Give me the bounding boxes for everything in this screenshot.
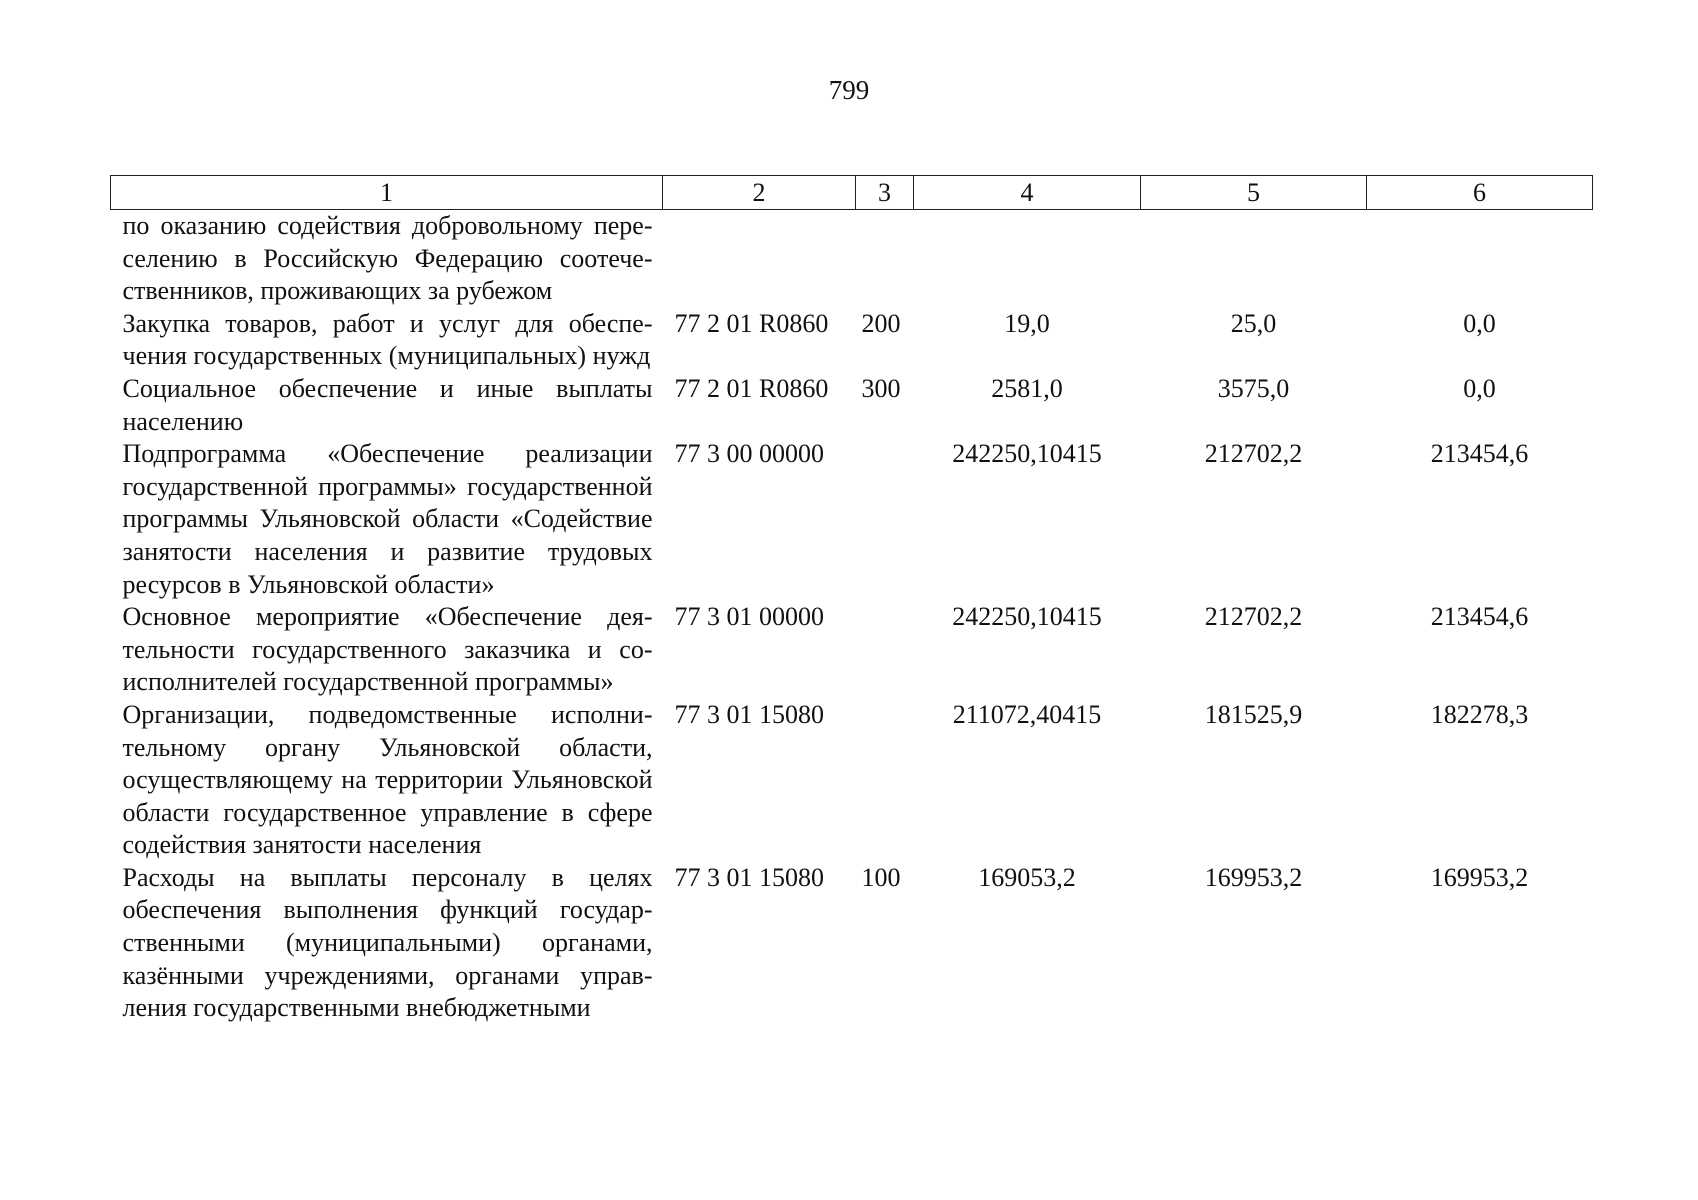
row-value-col6: 0,0 (1463, 373, 1496, 403)
row-value-col4: 242250,10415 (952, 602, 1102, 632)
page-number: 799 (828, 75, 870, 105)
row-expense-type (856, 210, 914, 308)
row-code: 77 3 00 00000 (674, 439, 824, 469)
row-code (663, 210, 856, 308)
row-value-col5: 25,0 (1230, 308, 1277, 338)
row-expense-type: 200 (861, 308, 901, 338)
row-value-col5 (1141, 210, 1367, 308)
row-value-col5: 3575,0 (1217, 373, 1290, 403)
row-value-col4: 242250,10415 (952, 439, 1102, 469)
row-name: Закупка товаров, работ и услуг для обеспечения государственных (муниципальных) нужд (122, 308, 653, 371)
table-row (111, 438, 1593, 601)
row-name: Расходы на выплаты персоналу в целях обеспечения выполнения функций государственными (муниципальными) органами, казёнными учреждениями, органами управления государственными внебюджетными (122, 862, 653, 1023)
column-header-5: 5 (1141, 176, 1367, 210)
row-value-col4 (914, 210, 1141, 308)
table-body (111, 210, 1593, 1025)
row-value-col4: 19,0 (1004, 308, 1050, 338)
row-value-col5: 181525,9 (1204, 699, 1303, 729)
row-expense-type: 300 (861, 373, 901, 403)
row-value-col4: 211072,40415 (952, 699, 1102, 729)
row-expense-type (856, 438, 914, 601)
table-row (111, 862, 1593, 1025)
row-name: Основное мероприятие «Обеспечение деятельности государственного заказчика и соисполнителей государственной программы» (122, 602, 653, 697)
column-header-6: 6 (1367, 176, 1593, 210)
row-value-col5: 212702,2 (1204, 439, 1303, 469)
row-value-col6: 169953,2 (1430, 862, 1529, 892)
row-value-col4: 169053,2 (978, 862, 1076, 892)
row-code: 77 3 01 00000 (674, 602, 824, 632)
row-value-col5: 212702,2 (1204, 602, 1303, 632)
column-header-1: 1 (111, 176, 663, 210)
row-value-col6: 213454,6 (1430, 439, 1529, 469)
row-value-col6 (1367, 210, 1593, 308)
row-value-col6: 0,0 (1463, 308, 1496, 338)
column-header-3: 3 (856, 176, 914, 210)
row-value-col5: 169953,2 (1204, 862, 1303, 892)
budget-table (110, 175, 1593, 1025)
row-code: 77 2 01 R0860 (674, 308, 829, 338)
table-row (111, 699, 1593, 862)
row-expense-type (856, 601, 914, 699)
row-expense-type: 100 (861, 862, 901, 892)
row-name: по оказанию содействия добровольному переселению в Российскую Федерацию соотечественников, проживающих за рубежом (122, 211, 653, 306)
table-row (111, 210, 1593, 308)
table-row (111, 308, 1593, 373)
row-name: Социальное обеспечение и иные выплаты населению (122, 373, 653, 436)
row-expense-type (856, 699, 914, 862)
row-value-col6: 213454,6 (1430, 602, 1529, 632)
table-row (111, 601, 1593, 699)
table-header-row (111, 176, 1593, 210)
row-code: 77 2 01 R0860 (674, 373, 829, 403)
row-value-col4: 2581,0 (991, 373, 1063, 403)
row-name: Организации, подведомственные исполнительному органу Ульяновской области, осуществляющему на территории Ульяновской области государственное управление в сфере содействия занятости населения (122, 699, 653, 860)
row-code: 77 3 01 15080 (674, 699, 824, 729)
column-header-2: 2 (663, 176, 856, 210)
row-name: Подпрограмма «Обеспечение реализации государственной программы» государственной программы Ульяновской области «Содействие занятости населения и развитие трудовых ресурсов в Ульяновской области» (122, 439, 653, 599)
row-code: 77 3 01 15080 (674, 862, 824, 892)
row-value-col6: 182278,3 (1430, 699, 1529, 729)
column-header-4: 4 (914, 176, 1141, 210)
table-row (111, 373, 1593, 438)
table-header (111, 176, 1593, 210)
